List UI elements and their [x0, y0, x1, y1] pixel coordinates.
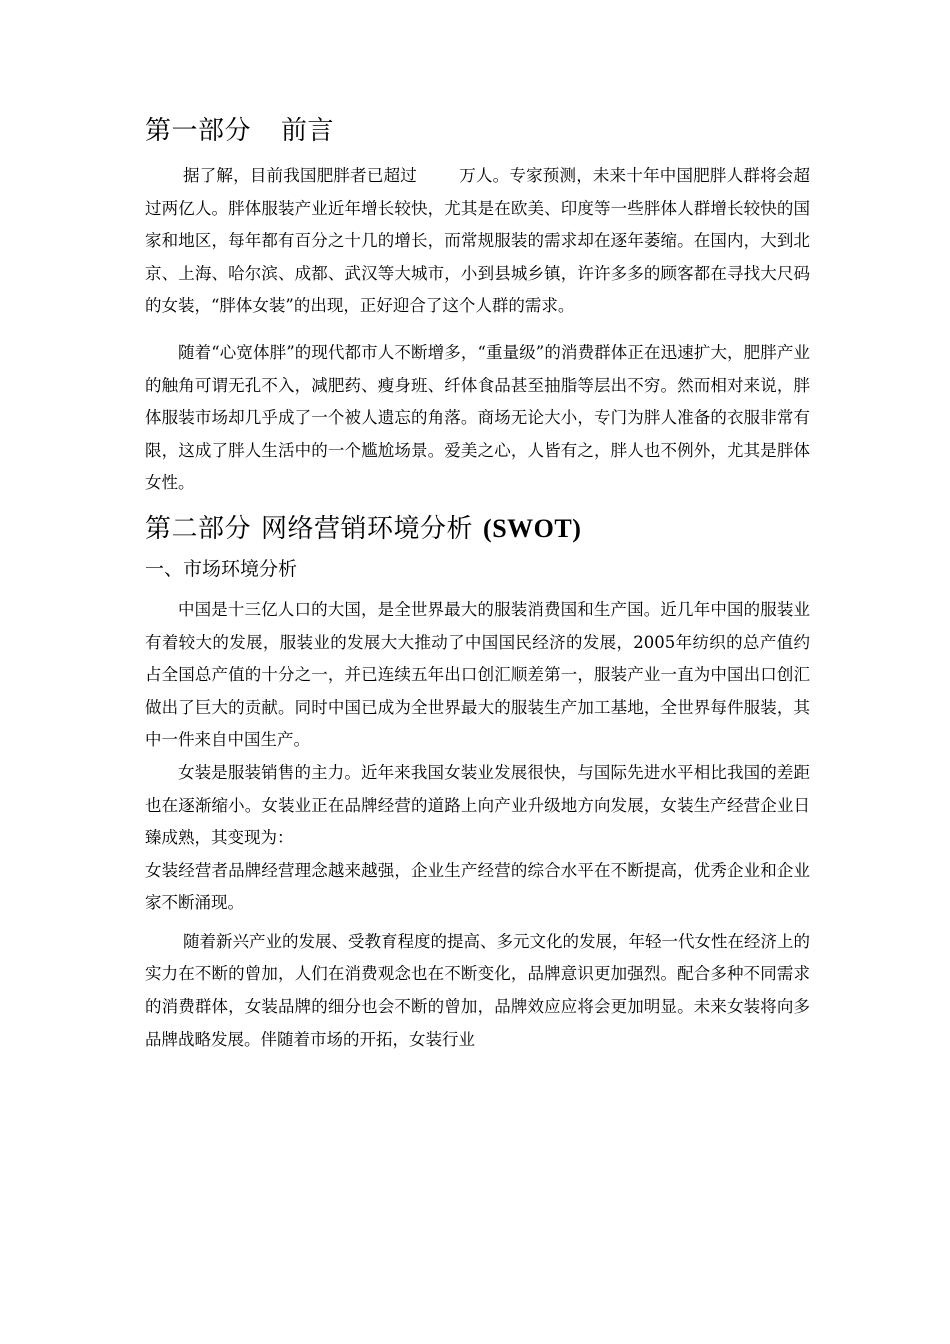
part2-heading-swot: (SWOT) [483, 513, 582, 543]
part2-paragraph-1: 中国是十三亿人口的大国，是全世界最大的服装消费国和生产国。近几年中国的服装业有着较大的发展，服装业的发展大大推动了中国国民经济的发展，2005年纺织的总产值约占全国总产值的十分之一，并已连续五年出口创汇顺差第一，服装产业一直为中国出口创汇做出了巨大的贡献。同时中国已成为全世界最大的服装生产加工基地，全世界每件服装，其中一件来自中国生产。 [145, 599, 810, 750]
part1-paragraph-1-b: 万人。专家预测，未来十年中国肥胖人群将会超过两亿人。胖体服装产业近年增长较快，尤其是在欧美、印度等一些胖体人群增长较快的国家和地区，每年都有百分之十几的增长，而常规服装的需求却在逐年萎缩。在国内，大到北京、上海、哈尔滨、成都、武汉等大城市，小到县城乡镇，许许多多的顾客都在寻找大尺码的女装，“胖体女装”的出现，正好迎合了这个人群的需求。 [145, 166, 811, 316]
section-market-analysis-heading: 一、市场环境分析 [145, 557, 298, 580]
part1-paragraph-1-a: 据了解，目前我国肥胖者已超过 [183, 166, 417, 185]
part1-heading [145, 108, 810, 154]
part1-paragraph-2: 随着“心宽体胖”的现代都市人不断增多，“重量级”的消费群体正在迅速扩大，肥胖产业的触角可谓无孔不入，减肥药、瘦身班、纤体食品甚至抽脂等层出不穷。然而相对来说，胖体服装市场却几乎成了一个被人遗忘的角落。商场无论大小，专门为胖人准备的衣服非常有限，这成了胖人生活中的一个尴尬场景。爱美之心，人皆有之，胖人也不例外，尤其是胖体女性。 [145, 342, 810, 493]
part2-heading [145, 506, 810, 552]
part1-heading-title: 前言 [281, 116, 335, 146]
part2-heading-number: 第二部分 [145, 513, 252, 544]
part2-paragraph-3: 女装经营者品牌经营理念越来越强，企业生产经营的综合水平在不断提高，优秀企业和企业家不断涌现。 [145, 860, 810, 913]
part1-heading-number: 第一部分 [145, 116, 252, 146]
part1-paragraph-1 [145, 160, 810, 323]
part2-paragraph-4: 随着新兴产业的发展、受教育程度的提高、多元文化的发展，年轻一代女性在经济上的实力在不断的曾加，人们在消费观念也在不断变化，品牌意识更加强烈。配合多种不同需求的消费群体，女装品牌的细分也会不断的曾加，品牌效应应将会更加明显。未来女装将向多品牌战略发展。伴随着市场的开拓，女装行业 [145, 931, 810, 1049]
part2-paragraph-2: 女装是服装销售的主力。近年来我国女装业发展很快，与国际先进水平相比我国的差距也在逐渐缩小。女装业正在品牌经营的道路上向产业升级地方向发展，女装生产经营企业日臻成熟，其变现为： [145, 762, 810, 848]
document-page [145, 108, 810, 1056]
part2-heading-title: 网络营销环境分析 [261, 513, 474, 544]
